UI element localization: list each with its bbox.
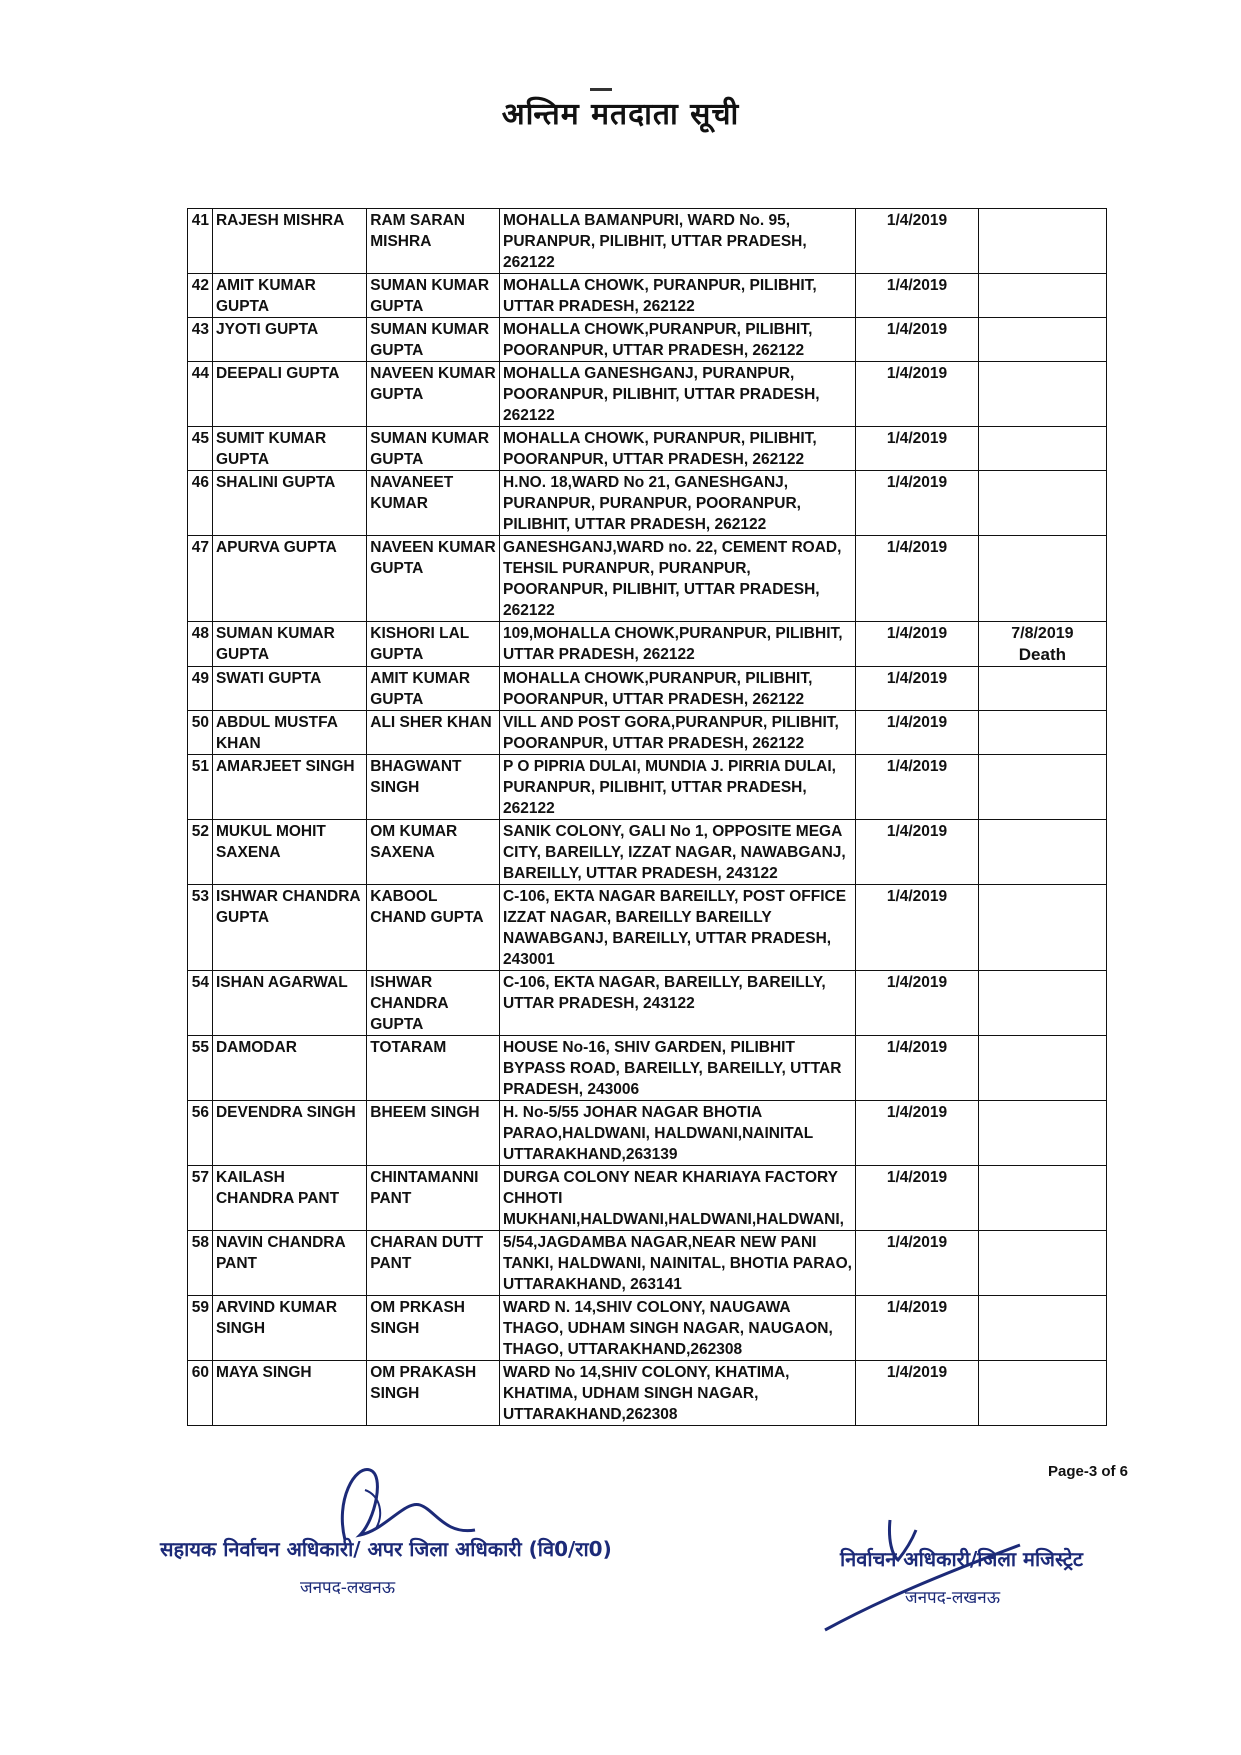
- voter-name-cell: SUMAN KUMAR GUPTA: [212, 622, 366, 667]
- address-cell: MOHALLA CHOWK,PURANPUR, PILIBHIT, POORANPUR, UTTAR PRADESH, 262122: [499, 667, 855, 711]
- relative-name-cell: CHARAN DUTT PANT: [367, 1231, 500, 1296]
- serial-number-cell: 43: [188, 318, 213, 362]
- remarks-cell: [978, 274, 1106, 318]
- voter-name-cell: DAMODAR: [212, 1036, 366, 1101]
- remarks-cell: [978, 318, 1106, 362]
- serial-number-cell: 56: [188, 1101, 213, 1166]
- address-cell: 5/54,JAGDAMBA NAGAR,NEAR NEW PANI TANKI, HALDWANI, NAINITAL, BHOTIA PARAO, UTTARAKHAND, 263141: [499, 1231, 855, 1296]
- address-cell: HOUSE No-16, SHIV GARDEN, PILIBHIT BYPASS ROAD, BAREILLY, BAREILLY, UTTAR PRADESH, 243006: [499, 1036, 855, 1101]
- remarks-cell: [978, 1296, 1106, 1361]
- voter-row: [188, 667, 1107, 711]
- address-cell: WARD No 14,SHIV COLONY, KHATIMA, KHATIMA, UDHAM SINGH NAGAR, UTTARAKHAND,262308: [499, 1361, 855, 1426]
- relative-name-cell: RAM SARAN MISHRA: [367, 209, 500, 274]
- voter-list-body: [188, 209, 1107, 1426]
- serial-number-cell: 54: [188, 971, 213, 1036]
- address-cell: MOHALLA GANESHGANJ, PURANPUR, POORANPUR, PILIBHIT, UTTAR PRADESH, 262122: [499, 362, 855, 427]
- voter-name-cell: SHALINI GUPTA: [212, 471, 366, 536]
- serial-number-cell: 53: [188, 885, 213, 971]
- voter-name-cell: AMARJEET SINGH: [212, 755, 366, 820]
- date-cell: 1/4/2019: [856, 318, 979, 362]
- voter-row: [188, 318, 1107, 362]
- relative-name-cell: NAVEEN KUMAR GUPTA: [367, 362, 500, 427]
- voter-row: [188, 1296, 1107, 1361]
- date-cell: 1/4/2019: [856, 274, 979, 318]
- remarks-cell: [978, 209, 1106, 274]
- voter-list-table: [187, 208, 1107, 1426]
- voter-name-cell: NAVIN CHANDRA PANT: [212, 1231, 366, 1296]
- address-cell: C-106, EKTA NAGAR BAREILLY, POST OFFICE IZZAT NAGAR, BAREILLY BAREILLY NAWABGANJ, BAREILLY, UTTAR PRADESH, 243001: [499, 885, 855, 971]
- date-cell: 1/4/2019: [856, 427, 979, 471]
- date-cell: 1/4/2019: [856, 755, 979, 820]
- remarks-cell: [978, 755, 1106, 820]
- voter-name-cell: RAJESH MISHRA: [212, 209, 366, 274]
- address-cell: H. No-5/55 JOHAR NAGAR BHOTIA PARAO,HALDWANI, HALDWANI,NAINITAL UTTARAKHAND,263139: [499, 1101, 855, 1166]
- remark-text: Death: [1018, 645, 1066, 664]
- voter-row: [188, 471, 1107, 536]
- voter-name-cell: APURVA GUPTA: [212, 536, 366, 622]
- serial-number-cell: 44: [188, 362, 213, 427]
- date-cell: 1/4/2019: [856, 536, 979, 622]
- relative-name-cell: KABOOL CHAND GUPTA: [367, 885, 500, 971]
- voter-row: [188, 885, 1107, 971]
- voter-row: [188, 622, 1107, 667]
- voter-row: [188, 1101, 1107, 1166]
- voter-name-cell: ISHAN AGARWAL: [212, 971, 366, 1036]
- voter-name-cell: MUKUL MOHIT SAXENA: [212, 820, 366, 885]
- voter-row: [188, 427, 1107, 471]
- date-cell: 1/4/2019: [856, 1036, 979, 1101]
- serial-number-cell: 41: [188, 209, 213, 274]
- address-cell: MOHALLA BAMANPURI, WARD No. 95, PURANPUR, PILIBHIT, UTTAR PRADESH, 262122: [499, 209, 855, 274]
- remarks-cell: [978, 622, 1106, 667]
- date-cell: 1/4/2019: [856, 209, 979, 274]
- date-cell: 1/4/2019: [856, 1231, 979, 1296]
- voter-name-cell: AMIT KUMAR GUPTA: [212, 274, 366, 318]
- relative-name-cell: SUMAN KUMAR GUPTA: [367, 427, 500, 471]
- date-cell: 1/4/2019: [856, 1166, 979, 1231]
- date-cell: 1/4/2019: [856, 820, 979, 885]
- left-signatory-place: जनपद-लखनऊ: [300, 1578, 396, 1598]
- voter-row: [188, 971, 1107, 1036]
- remarks-cell: [978, 362, 1106, 427]
- date-cell: 1/4/2019: [856, 622, 979, 667]
- address-cell: 109,MOHALLA CHOWK,PURANPUR, PILIBHIT, UTTAR PRADESH, 262122: [499, 622, 855, 667]
- address-cell: DURGA COLONY NEAR KHARIAYA FACTORY CHHOTI MUKHANI,HALDWANI,HALDWANI,HALDWANI,: [499, 1166, 855, 1231]
- relative-name-cell: SUMAN KUMAR GUPTA: [367, 318, 500, 362]
- serial-number-cell: 49: [188, 667, 213, 711]
- date-cell: 1/4/2019: [856, 1361, 979, 1426]
- date-cell: 1/4/2019: [856, 885, 979, 971]
- date-cell: 1/4/2019: [856, 471, 979, 536]
- serial-number-cell: 46: [188, 471, 213, 536]
- date-cell: 1/4/2019: [856, 971, 979, 1036]
- address-cell: SANIK COLONY, GALI No 1, OPPOSITE MEGA CITY, BAREILLY, IZZAT NAGAR, NAWABGANJ, BAREILLY, UTTAR PRADESH, 243122: [499, 820, 855, 885]
- voter-name-cell: ARVIND KUMAR SINGH: [212, 1296, 366, 1361]
- voter-row: [188, 1361, 1107, 1426]
- right-signatory-place: जनपद-लखनऊ: [905, 1588, 1001, 1608]
- remarks-cell: [978, 1101, 1106, 1166]
- page-number: Page-3 of 6: [1048, 1463, 1129, 1480]
- voter-name-cell: MAYA SINGH: [212, 1361, 366, 1426]
- relative-name-cell: BHEEM SINGH: [367, 1101, 500, 1166]
- voter-name-cell: SWATI GUPTA: [212, 667, 366, 711]
- voter-name-cell: ISHWAR CHANDRA GUPTA: [212, 885, 366, 971]
- remarks-cell: [978, 971, 1106, 1036]
- voter-row: [188, 820, 1107, 885]
- address-cell: MOHALLA CHOWK, PURANPUR, PILIBHIT, UTTAR PRADESH, 262122: [499, 274, 855, 318]
- voter-row: [188, 1166, 1107, 1231]
- date-cell: 1/4/2019: [856, 711, 979, 755]
- remarks-cell: [978, 1231, 1106, 1296]
- voter-row: [188, 755, 1107, 820]
- address-cell: H.NO. 18,WARD No 21, GANESHGANJ, PURANPUR, PURANPUR, POORANPUR, PILIBHIT, UTTAR PRADESH, 262122: [499, 471, 855, 536]
- address-cell: VILL AND POST GORA,PURANPUR, PILIBHIT, POORANPUR, UTTAR PRADESH, 262122: [499, 711, 855, 755]
- document-title: अन्तिम मतदाता सूची: [501, 97, 740, 132]
- serial-number-cell: 50: [188, 711, 213, 755]
- relative-name-cell: SUMAN KUMAR GUPTA: [367, 274, 500, 318]
- voter-row: [188, 1036, 1107, 1101]
- remarks-cell: [978, 1036, 1106, 1101]
- relative-name-cell: NAVEEN KUMAR GUPTA: [367, 536, 500, 622]
- remarks-cell: [978, 885, 1106, 971]
- voter-row: [188, 711, 1107, 755]
- left-signatory-title: सहायक निर्वाचन अधिकारी/ अपर जिला अधिकारी (वि0/रा0): [160, 1537, 612, 1561]
- voter-name-cell: KAILASH CHANDRA PANT: [212, 1166, 366, 1231]
- serial-number-cell: 45: [188, 427, 213, 471]
- date-cell: 1/4/2019: [856, 667, 979, 711]
- remarks-cell: [978, 820, 1106, 885]
- relative-name-cell: OM PRKASH SINGH: [367, 1296, 500, 1361]
- address-cell: MOHALLA CHOWK, PURANPUR, PILIBHIT, POORANPUR, UTTAR PRADESH, 262122: [499, 427, 855, 471]
- serial-number-cell: 55: [188, 1036, 213, 1101]
- voter-name-cell: DEEPALI GUPTA: [212, 362, 366, 427]
- remarks-cell: [978, 427, 1106, 471]
- serial-number-cell: 51: [188, 755, 213, 820]
- relative-name-cell: KISHORI LAL GUPTA: [367, 622, 500, 667]
- serial-number-cell: 48: [188, 622, 213, 667]
- voter-name-cell: DEVENDRA SINGH: [212, 1101, 366, 1166]
- relative-name-cell: AMIT KUMAR GUPTA: [367, 667, 500, 711]
- address-cell: GANESHGANJ,WARD no. 22, CEMENT ROAD, TEHSIL PURANPUR, PURANPUR, POORANPUR, PILIBHIT, UTTAR PRADESH, 262122: [499, 536, 855, 622]
- voter-row: [188, 362, 1107, 427]
- remarks-cell: [978, 1166, 1106, 1231]
- relative-name-cell: OM PRAKASH SINGH: [367, 1361, 500, 1426]
- address-cell: P O PIPRIA DULAI, MUNDIA J. PIRRIA DULAI, PURANPUR, PILIBHIT, UTTAR PRADESH, 262122: [499, 755, 855, 820]
- serial-number-cell: 52: [188, 820, 213, 885]
- relative-name-cell: TOTARAM: [367, 1036, 500, 1101]
- voter-row: [188, 274, 1107, 318]
- remarks-cell: [978, 536, 1106, 622]
- relative-name-cell: BHAGWANT SINGH: [367, 755, 500, 820]
- serial-number-cell: 47: [188, 536, 213, 622]
- serial-number-cell: 58: [188, 1231, 213, 1296]
- address-cell: MOHALLA CHOWK,PURANPUR, PILIBHIT, POORANPUR, UTTAR PRADESH, 262122: [499, 318, 855, 362]
- remarks-cell: [978, 1361, 1106, 1426]
- relative-name-cell: ISHWAR CHANDRA GUPTA: [367, 971, 500, 1036]
- serial-number-cell: 59: [188, 1296, 213, 1361]
- remarks-cell: [978, 471, 1106, 536]
- voter-name-cell: SUMIT KUMAR GUPTA: [212, 427, 366, 471]
- remark-date: 7/8/2019: [1011, 625, 1074, 642]
- relative-name-cell: NAVANEET KUMAR: [367, 471, 500, 536]
- relative-name-cell: CHINTAMANNI PANT: [367, 1166, 500, 1231]
- voter-row: [188, 536, 1107, 622]
- date-cell: 1/4/2019: [856, 1101, 979, 1166]
- relative-name-cell: ALI SHER KHAN: [367, 711, 500, 755]
- serial-number-cell: 42: [188, 274, 213, 318]
- voter-row: [188, 209, 1107, 274]
- voter-name-cell: ABDUL MUSTFA KHAN: [212, 711, 366, 755]
- remarks-cell: [978, 711, 1106, 755]
- remarks-cell: [978, 667, 1106, 711]
- voter-name-cell: JYOTI GUPTA: [212, 318, 366, 362]
- serial-number-cell: 57: [188, 1166, 213, 1231]
- right-signatory-title: निर्वाचन अधिकारी/जिला मजिस्ट्रेट: [840, 1547, 1083, 1571]
- header-dash-mark: [590, 88, 612, 91]
- date-cell: 1/4/2019: [856, 362, 979, 427]
- relative-name-cell: OM KUMAR SAXENA: [367, 820, 500, 885]
- serial-number-cell: 60: [188, 1361, 213, 1426]
- date-cell: 1/4/2019: [856, 1296, 979, 1361]
- address-cell: C-106, EKTA NAGAR, BAREILLY, BAREILLY, UTTAR PRADESH, 243122: [499, 971, 855, 1036]
- voter-row: [188, 1231, 1107, 1296]
- address-cell: WARD N. 14,SHIV COLONY, NAUGAWA THAGO, UDHAM SINGH NAGAR, NAUGAON, THAGO, UTTARAKHAND,262308: [499, 1296, 855, 1361]
